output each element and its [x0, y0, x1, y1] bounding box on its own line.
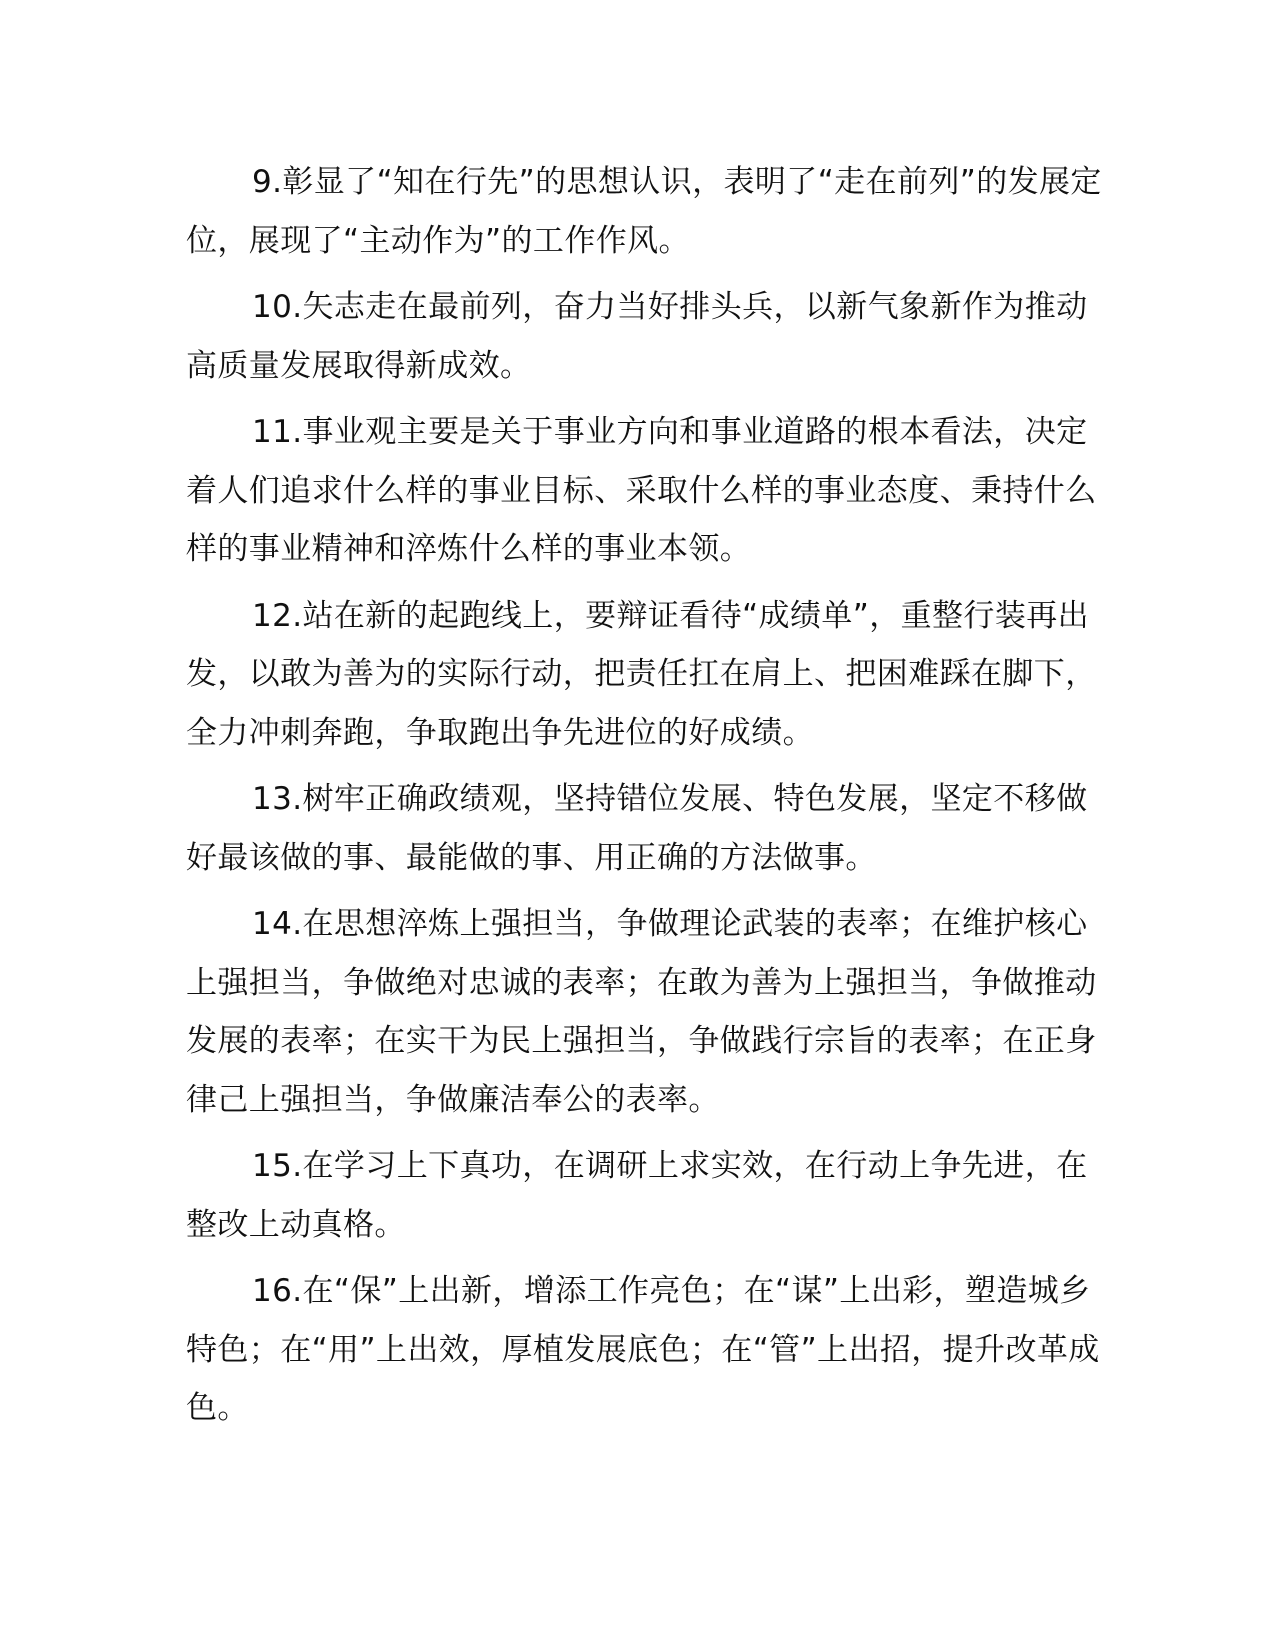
paragraph-12: 12.站在新的起跑线上，要辩证看待“成绩单”，重整行装再出发，以敢为善为的实际行动，把责任扛在肩上、把困难踩在脚下，全力冲刺奔跑，争取跑出争先进位的好成绩。	[186, 597, 1097, 751]
paragraph-11: 11.事业观主要是关于事业方向和事业道路的根本看法，决定着人们追求什么样的事业目标、采取什么样的事业态度、秉持什么样的事业精神和淬炼什么样的事业本领。	[186, 414, 1097, 567]
paragraph-14: 14.在思想淬炼上强担当，争做理论武装的表率；在维护核心上强担当，争做绝对忠诚的表率；在敢为善为上强担当，争做推动发展的表率；在实干为民上强担当，争做践行宗旨的表率；在正身律己上强担当，争做廉洁奉公的表率。	[186, 906, 1097, 1118]
paragraph-16: 16.在“保”上出新，增添工作亮色；在“谋”上出彩，塑造城乡特色；在“用”上出效，厚植发展底色；在“管”上出招，提升改革成色。	[186, 1273, 1100, 1426]
paragraph-15: 15.在学习上下真功，在调研上求实效，在行动上争先进，在整改上动真格。	[186, 1148, 1088, 1243]
paragraph-13: 13.树牢正确政绩观，坚持错位发展、特色发展，坚定不移做好最该做的事、最能做的事、用正确的方法做事。	[186, 781, 1088, 876]
paragraph-9: 9.彰显了“知在行先”的思想认识，表明了“走在前列”的发展定位，展现了“主动作为”的工作作风。	[186, 164, 1102, 259]
paragraph-10: 10.矢志走在最前列，奋力当好排头兵，以新气象新作为推动高质量发展取得新成效。	[186, 289, 1088, 384]
document-body	[186, 153, 1114, 1446]
